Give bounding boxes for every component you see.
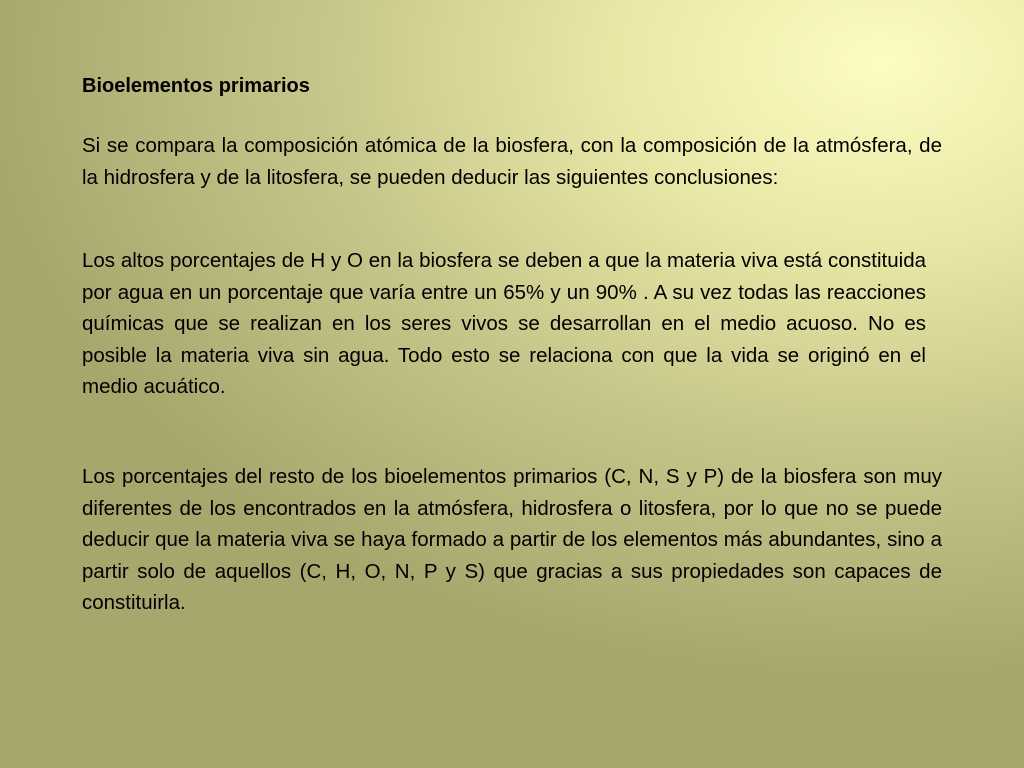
water-paragraph: Los altos porcentajes de H y O en la biosfera se deben a que la materia viva está constituida por agua en un porcentaje que varía entre un 65% y un 90% . A su vez todas las reacciones químicas que se realizan en los seres vivos se desarrollan en el medio acuoso. No es posible la materia viva sin agua. Todo esto se relaciona con que la vida se originó en el medio acuático.	[82, 249, 926, 398]
bioelements-paragraph: Los porcentajes del resto de los bioelementos primarios (C, N, S y P) de la biosfera son muy diferentes de los encontrados en la atmósfera, hidrosfera o litosfera, por lo que no se puede deducir que la materia viva se haya formado a partir de los elementos más abundantes, sino a partir solo de aquellos (C, H, O, N, P y S) que gracias a sus propiedades son capaces de constituirla.	[82, 465, 942, 614]
slide-title: Bioelementos primarios	[82, 75, 310, 97]
intro-paragraph: Si se compara la composición atómica de la biosfera, con la composición de la atmósfera, de la hidrosfera y de la litosfera, se pueden deducir las siguientes conclusiones:	[82, 134, 942, 189]
